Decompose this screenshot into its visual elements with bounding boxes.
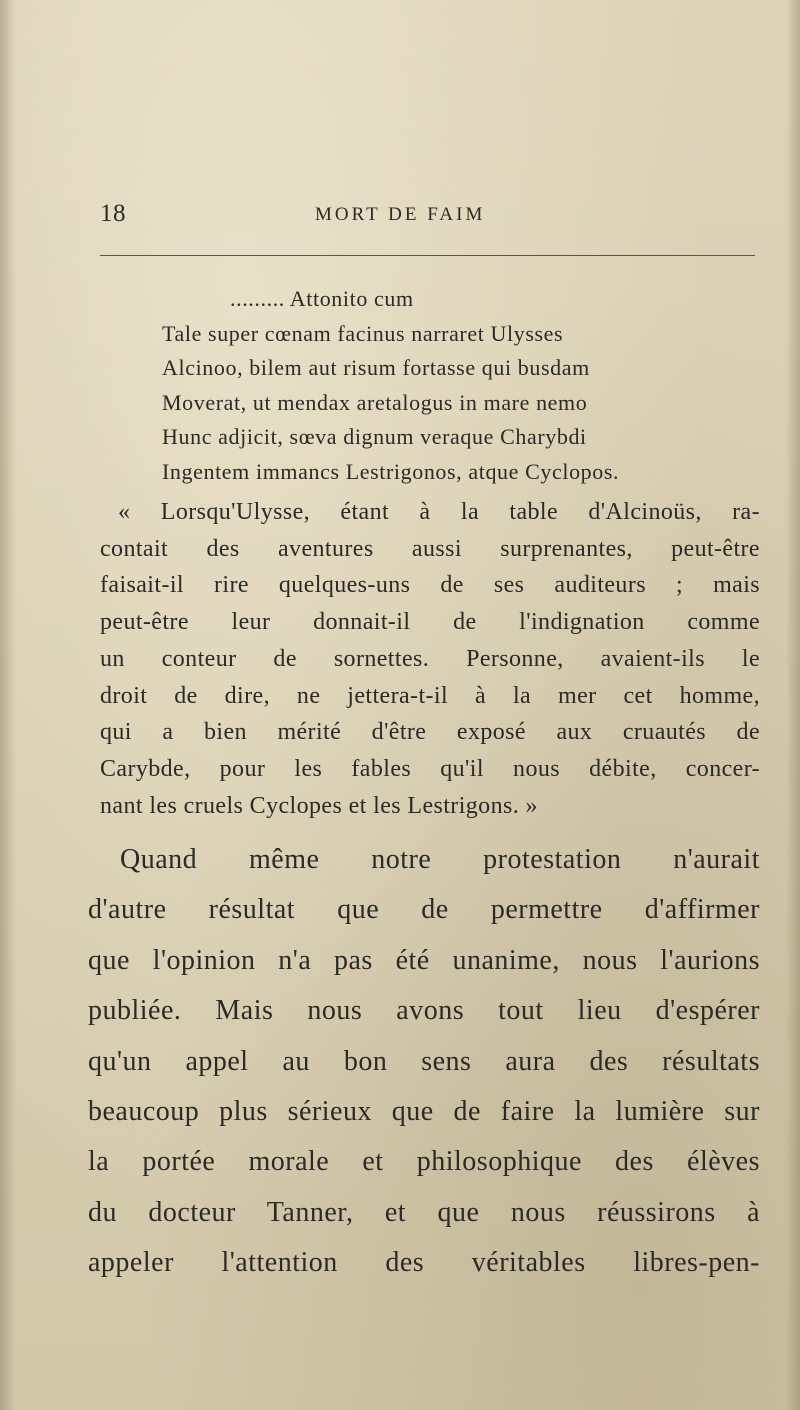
verse-line: Alcinoo, bilem aut risum fortasse qui busdam [162,355,590,381]
quote-line: faisait-il rire quelques-uns de ses auditeurs ; mais [100,572,760,599]
running-title: MORT DE FAIM [315,204,486,225]
body-line: beaucoup plus sérieux que de faire la lumière sur [88,1096,760,1128]
page-shadow-left [0,0,16,1410]
verse-line: Tale super cœnam facinus narraret Ulysses [162,320,564,346]
verse-line: Ingentem immancs Lestrigonos, atque Cyclopos. [162,458,620,484]
body-line: d'autre résultat que de permettre d'affirmer [88,894,760,926]
body-line: publiée. Mais nous avons tout lieu d'espérer [88,995,760,1027]
latin-verse [162,282,762,490]
quote-line: un conteur de sornettes. Personne, avaient-ils le [100,645,760,672]
translation-quote [100,494,760,824]
quote-line: peut-être leur donnait-il de l'indignation comme [100,609,760,636]
body-line: qu'un appel au bon sens aura des résultats [88,1045,760,1077]
body-paragraph [88,835,760,1289]
verse-line: Hunc adjicit, sœva dignum veraque Charybdi [162,424,587,450]
page-number: 18 [100,200,126,227]
quote-line: Carybde, pour les fables qu'il nous débite, concer- [100,755,760,782]
quote-line: droit de dire, ne jettera-t-il à la mer cet homme, [100,682,760,709]
header-rule [100,255,755,256]
quote-line: « Lorsqu'Ulysse, étant à la table d'Alcinoüs, ra- [118,499,760,525]
body-line: du docteur Tanner, et que nous réussirons à [88,1196,760,1228]
page-header [100,200,755,236]
verse-line: ......... Attonito cum [230,286,414,311]
quote-line: contait des aventures aussi surprenantes, peut-être [100,535,760,562]
page-shadow-right [786,0,800,1410]
verse-line: Moverat, ut mendax aretalogus in mare nemo [162,389,588,415]
body-line: appeler l'attention des véritables libres-pen- [88,1247,760,1279]
body-line: la portée morale et philosophique des élèves [88,1146,760,1178]
body-line: que l'opinion n'a pas été unanime, nous l'aurions [88,944,760,976]
body-line: Quand même notre protestation n'aurait [120,844,760,875]
quote-line: nant les cruels Cyclopes et les Lestrigons. » [100,792,538,819]
quote-line: qui a bien mérité d'être exposé aux cruautés de [100,719,760,746]
